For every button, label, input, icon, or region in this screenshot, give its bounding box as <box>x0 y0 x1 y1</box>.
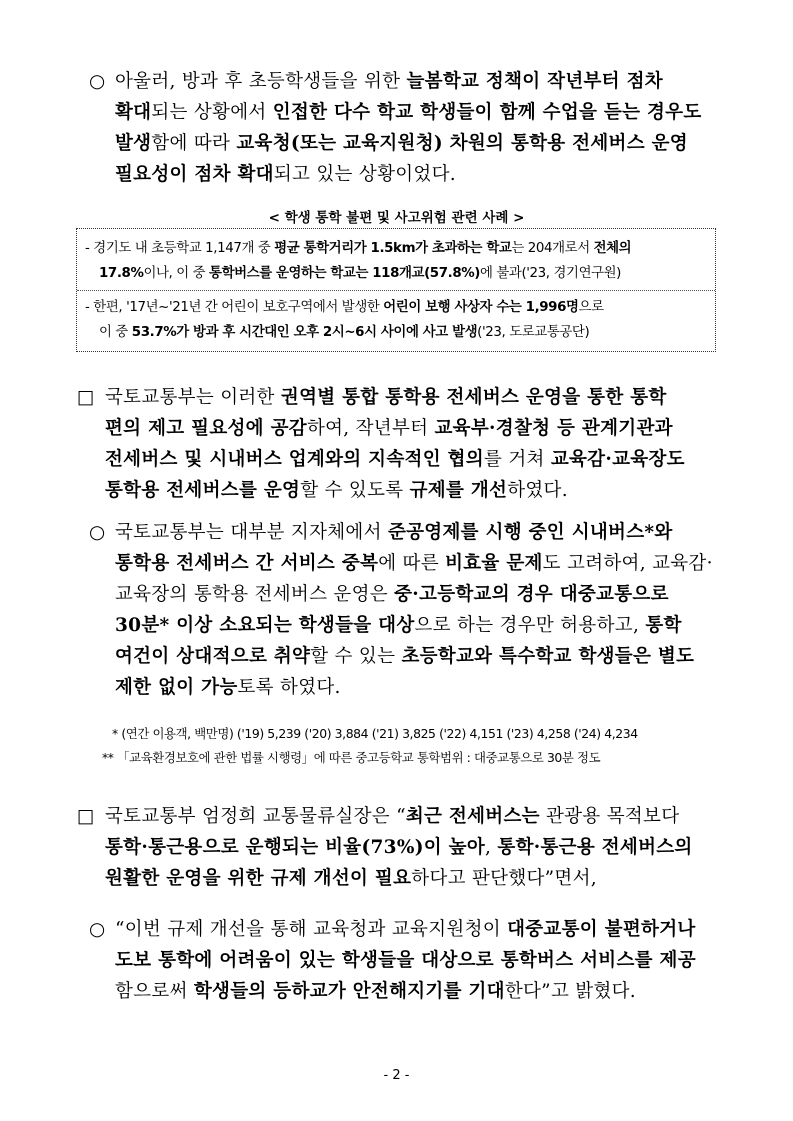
case-box-divider <box>77 290 715 291</box>
text-line: 국토교통부 엄정희 교통물류실장은 “최근 전세버스는 관광용 목적보다 <box>105 806 680 827</box>
paragraph-molit-empathy <box>77 382 685 506</box>
text-line: 발생함에 따라 교육청(또는 교육지원청) 차원의 통학용 전세버스 운영 <box>115 133 688 154</box>
text-line: 원활한 운영을 위한 규제 개선이 필요하다고 판단했다”면서, <box>105 868 597 889</box>
circle-bullet: ○ <box>89 522 106 543</box>
text-line: 통학·통근용으로 운행되는 비율(73%)이 높아, 통학·통근용 전세버스의 <box>105 837 693 858</box>
case-box <box>76 228 716 352</box>
text-line: 통학용 전세버스 간 서비스 중복에 따른 비효율 문제도 고려하여, 교육감· <box>115 553 713 574</box>
paragraph-neulbom <box>89 66 702 190</box>
case-item-1-line-2: 17.8%이나, 이 중 통학버스를 운영하는 학교는 118개교(57.8%)에 불과('23, 경기연구원) <box>99 266 622 281</box>
page-number: - 2 - <box>383 1068 410 1083</box>
case-item-1-line-1: - 경기도 내 초등학교 1,147개 중 평균 통학거리가 1.5km가 초과하는 학교는 204개로서 전체의 <box>85 241 632 256</box>
case-box-title: < 학생 통학 불편 및 사고위험 관련 사례 > <box>268 210 525 226</box>
text-line: 도보 통학에 어려움이 있는 학생들을 대상으로 통학버스 서비스를 제공 <box>115 950 696 971</box>
circle-bullet: ○ <box>89 71 106 92</box>
text-line: 필요성이 점차 확대되고 있는 상황이었다. <box>115 164 456 185</box>
footnote-bus-users: * (연간 이용객, 백만명) ('19) 5,239 ('20) 3,884 ('21) 3,825 ('22) 4,151 ('23) 4,258 ('24) 4,234 <box>112 726 638 741</box>
text-line: 전세버스 및 시내버스 업계와의 지속적인 협의를 거쳐 교육감·교육장도 <box>105 449 685 470</box>
text-line: 확대되는 상황에서 인접한 다수 학교 학생들이 함께 수업을 듣는 경우도 <box>115 102 702 123</box>
text-line: “이번 규제 개선을 통해 교육청과 교육지원청이 대중교통이 불편하거나 <box>115 919 696 940</box>
text-line: 제한 없이 가능토록 하였다. <box>115 677 341 698</box>
case-item-2-line-1: - 한편, '17년~'21년 간 어린이 보호구역에서 발생한 어린이 보행 사상자 수는 1,996명으로 <box>85 300 604 315</box>
text-line: 아울러, 방과 후 초등학생들을 위한 늘봄학교 정책이 작년부터 점차 <box>115 71 663 92</box>
square-bullet: □ <box>77 806 95 827</box>
text-line: 함으로써 학생들의 등하교가 안전해지기를 기대한다”고 밝혔다. <box>115 981 636 1002</box>
square-bullet: □ <box>77 387 95 408</box>
paragraph-director-quote <box>77 801 693 894</box>
text-line: 교육장의 통학용 전세버스 운영은 중·고등학교의 경우 대중교통으로 <box>115 584 669 605</box>
text-line: 여건이 상대적으로 취약할 수 있는 초등학교와 특수학교 학생들은 별도 <box>115 646 695 667</box>
case-item-2-line-2: 이 중 53.7%가 방과 후 시간대인 오후 2시~6시 사이에 사고 발생('23, 도로교통공단) <box>99 325 590 340</box>
paragraph-regulation-scope <box>89 517 713 703</box>
text-line: 국토교통부는 이러한 권역별 통합 통학용 전세버스 운영을 통한 통학 <box>105 387 667 408</box>
text-line: 통학용 전세버스를 운영할 수 있도록 규제를 개선하였다. <box>105 480 568 501</box>
text-line: 국토교통부는 대부분 지자체에서 준공영제를 시행 중인 시내버스*와 <box>115 522 673 543</box>
footnote-commute-range: ** 「교육환경보호에 관한 법률 시행령」에 따른 중고등학교 통학범위 : 대중교통으로 30분 정도 <box>102 750 601 765</box>
circle-bullet: ○ <box>89 919 106 940</box>
text-line: 편의 제고 필요성에 공감하여, 작년부터 교육부·경찰청 등 관계기관과 <box>105 418 673 439</box>
paragraph-expectation <box>89 914 696 1007</box>
text-line: 30분* 이상 소요되는 학생들을 대상으로 하는 경우만 허용하고, 통학 <box>115 615 682 636</box>
